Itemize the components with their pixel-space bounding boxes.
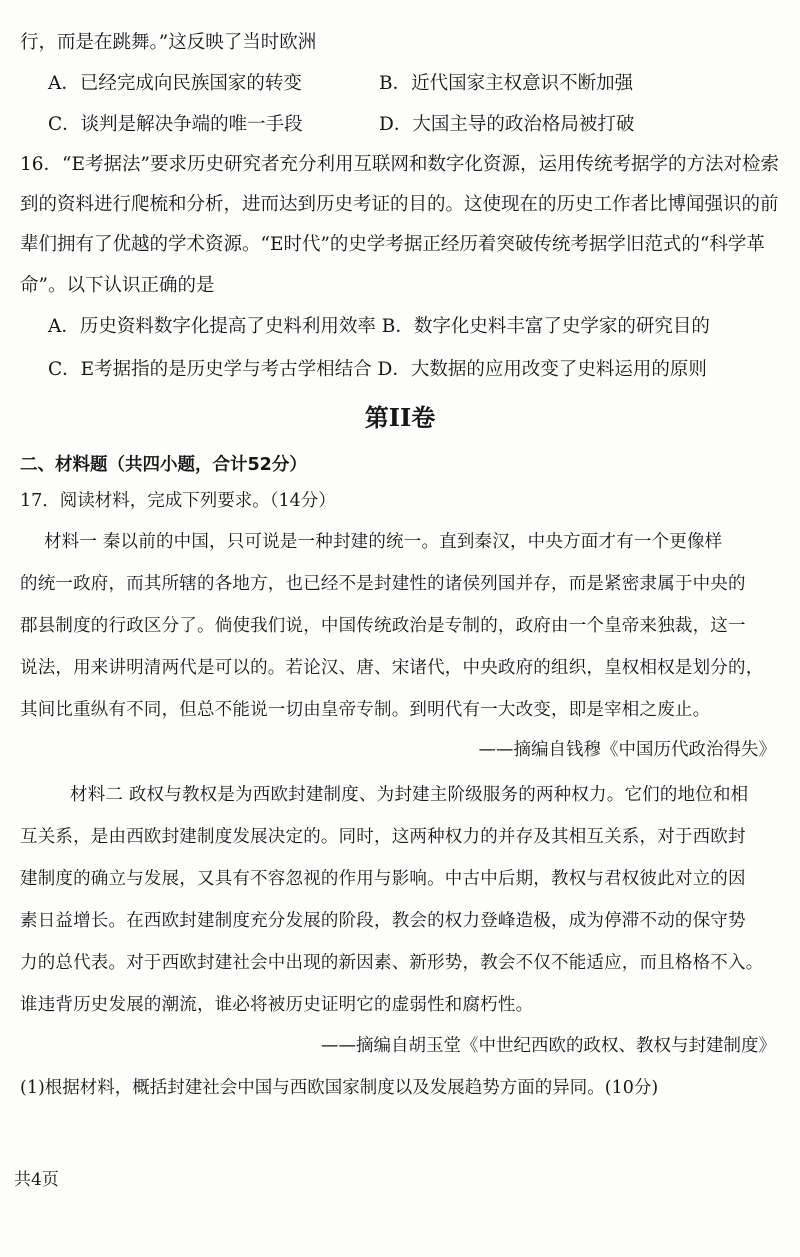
material1-line-3: 郡县制度的行政区分了。倘使我们说，中国传统政治是专制的，政府由一个皇帝来独裁，这一 [20,616,746,636]
material2-line-2: 互关系，是由西欧封建制度发展决定的。同时，这两种权力的并存及其相互关系，对于西欧封 [20,827,746,847]
material2-line-5: 力的总代表。对于西欧封建社会中出现的新因素、新形势，教会不仅不能适应，而且格格不入。 [20,953,764,973]
q15-option-c: C．谈判是解决争端的唯一手段 [48,114,303,135]
q15-option-b: B．近代国家主权意识不断加强 [379,73,634,94]
material2-line-4: 素日益增长。在西欧封建制度充分发展的阶段，教会的权力登峰造极，成为停滞不动的保守势 [20,911,746,931]
q17-heading: 17．阅读材料，完成下列要求。（14分） [20,491,336,511]
material1-line-1: 材料一 秦以前的中国，只可说是一种封建的统一。直到秦汉，中央方面才有一个更像样 [44,532,723,552]
q17-subquestion-1: (1)根据材料，概括封建社会中国与西欧国家制度以及发展趋势方面的异同。(10分) [20,1078,659,1098]
q16-options-cd: C．E考据指的是历史学与考古学相结合 D．大数据的应用改变了史料运用的原则 [48,359,707,380]
material1-line-2: 的统一政府，而其所辖的各地方，也已经不是封建性的诸侯列国并存，而是紧密隶属于中央的 [20,574,746,594]
material1-source: ——摘编自钱穆《中国历代政治得失》 [478,740,776,760]
section-heading: 二、材料题（共四小题，合计52分） [20,455,307,475]
page-count-footer: 共4页 [14,1170,59,1190]
q16-stem-line-1: 16．“E考据法”要求历史研究者充分利用互联网和数字化资源，运用传统考据学的方法对检索 [20,154,779,175]
material2-line-6: 谁违背历史发展的潮流，谁必将被历史证明它的虚弱性和腐朽性。 [20,995,534,1015]
material1-line-5: 其间比重纵有不同，但总不能说一切由皇帝专制。到明代有一大改变，即是宰相之废止。 [20,700,711,720]
q15-stem-tail: 行，而是在跳舞。”这反映了当时欧洲 [20,32,317,53]
q16-stem-line-2: 到的资料进行爬梳和分析，进而达到历史考证的目的。这使现在的历史工作者比博闻强识的前 [20,194,779,215]
q16-stem-line-3: 辈们拥有了优越的学术资源。“E时代”的史学考据正经历着突破传统考据学旧范式的“科学革 [20,234,765,255]
material1-line-4: 说法，用来讲明清两代是可以的。若论汉、唐、宋诸代，中央政府的组织，皇权相权是划分的， [20,658,764,678]
material2-line-3: 建制度的确立与发展，又具有不容忽视的作用与影响。中古中后期，教权与君权彼此对立的因 [20,869,746,889]
q16-options-ab: A．历史资料数字化提高了史料利用效率 B．数字化史料丰富了史学家的研究目的 [48,316,710,337]
material2-line-1: 材料二 政权与教权是为西欧封建制度、为封建主阶级服务的两种权力。它们的地位和相 [70,785,749,805]
q15-option-d: D．大国主导的政治格局被打破 [379,114,635,135]
volume-title: 第II卷 [364,403,436,432]
q16-stem-line-4: 命”。以下认识正确的是 [20,275,215,296]
q15-option-a: A．已经完成向民族国家的转变 [48,73,302,94]
material2-source: ——摘编自胡玉堂《中世纪西欧的政权、教权与封建制度》 [321,1036,776,1056]
